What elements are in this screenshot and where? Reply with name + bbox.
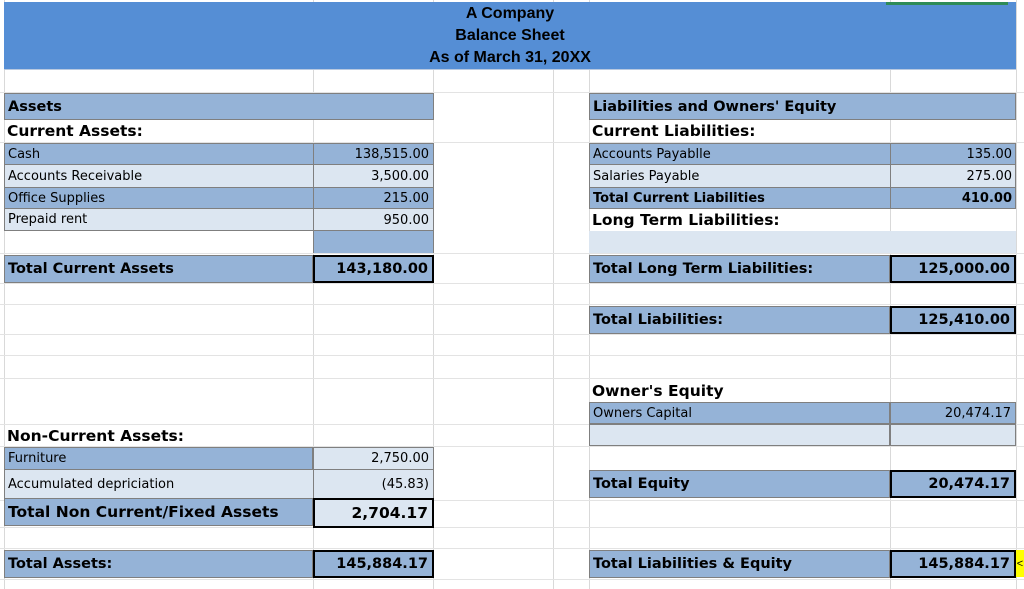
grid-row-line — [0, 334, 1024, 335]
asset-row-label: Accounts Receivable — [8, 168, 143, 184]
grid-row-line — [0, 579, 1024, 580]
total-liabilities-label: Total Liabilities: — [593, 312, 724, 328]
total-liabilities-row[interactable] — [589, 306, 890, 334]
asset-row-label: Furniture — [8, 451, 67, 466]
empty-cell[interactable] — [313, 231, 434, 253]
liability-row-label: Accounts Payablle — [593, 146, 711, 162]
total-current-assets-value[interactable]: 143,180.00 — [313, 255, 434, 283]
liabilities-section-header[interactable] — [589, 93, 1016, 120]
asset-row-value[interactable]: 3,500.00 — [371, 168, 429, 184]
total-liabilities-equity-label: Total Liabilities & Equity — [593, 556, 793, 572]
grid-row-line — [0, 304, 1024, 305]
total-noncurrent-assets-label: Total Non Current/Fixed Assets — [8, 503, 279, 521]
total-long-term-liabilities-row[interactable] — [589, 255, 890, 283]
liability-row-value[interactable]: 135.00 — [966, 146, 1012, 162]
asset-row-label: Prepaid rent — [8, 212, 88, 227]
empty-cell[interactable] — [589, 231, 1016, 253]
total-current-liabilities-label: Total Current Liabilities — [593, 190, 765, 206]
asset-row[interactable] — [4, 447, 313, 470]
total-assets-label: Total Assets: — [8, 556, 113, 572]
assets-section-header[interactable] — [4, 93, 434, 120]
long-term-liabilities-label[interactable]: Long Term Liabilities: — [592, 211, 780, 229]
column-divider — [313, 143, 314, 231]
grid-row-line — [0, 253, 1024, 254]
asset-row-value[interactable]: 138,515.00 — [354, 146, 429, 162]
comment-marker[interactable]: < — [1016, 550, 1024, 577]
asset-row-value[interactable]: 215.00 — [383, 190, 429, 206]
empty-cell[interactable] — [589, 424, 890, 446]
liability-row-label: Salaries Payable — [593, 168, 700, 184]
asset-row-label: Accumulated depriciation — [8, 476, 175, 492]
grid-row-line — [0, 378, 1024, 379]
asset-row-value[interactable]: 2,750.00 — [313, 447, 434, 470]
grid-row-line — [0, 283, 1024, 284]
assets-section-label: Assets — [8, 98, 62, 115]
noncurrent-assets-label[interactable]: Non-Current Assets: — [7, 427, 184, 445]
total-noncurrent-assets-value[interactable]: 2,704.17 — [313, 498, 434, 528]
equity-row[interactable] — [589, 402, 890, 424]
grid-row-line — [0, 548, 1024, 549]
total-liabilities-value[interactable]: 125,410.00 — [890, 306, 1016, 334]
asset-row[interactable] — [4, 470, 313, 498]
asset-row-value[interactable]: 950.00 — [383, 212, 429, 228]
total-long-term-liabilities-label: Total Long Term Liabilities: — [593, 261, 814, 277]
asset-row-label: Cash — [8, 146, 41, 162]
current-assets-label[interactable]: Current Assets: — [7, 122, 143, 140]
sheet-header[interactable] — [4, 2, 1016, 70]
total-current-liabilities-value[interactable]: 410.00 — [961, 190, 1012, 206]
total-noncurrent-assets-row[interactable] — [4, 498, 313, 526]
column-divider — [890, 143, 891, 209]
report-date: As of March 31, 20XX — [429, 48, 591, 66]
owners-equity-label[interactable]: Owner's Equity — [592, 382, 724, 400]
grid-row-line — [0, 527, 1024, 528]
header-accent-bar — [886, 2, 1008, 5]
total-liabilities-equity-value[interactable]: 145,884.17 — [890, 550, 1016, 578]
empty-cell[interactable] — [890, 424, 1016, 446]
total-equity-row[interactable] — [589, 470, 890, 498]
company-name: A Company — [465, 4, 555, 22]
current-liabilities-label[interactable]: Current Liabilities: — [592, 122, 756, 140]
liabilities-section-label: Liabilities and Owners' Equity — [593, 98, 837, 115]
equity-row-value[interactable]: 20,474.17 — [890, 402, 1016, 424]
total-long-term-liabilities-value[interactable]: 125,000.00 — [890, 255, 1016, 283]
total-current-assets-row[interactable] — [4, 255, 313, 283]
report-title: Balance Sheet — [455, 26, 565, 44]
total-equity-value[interactable]: 20,474.17 — [890, 470, 1016, 498]
total-liabilities-equity-row[interactable] — [589, 550, 890, 578]
equity-row-label: Owners Capital — [593, 405, 692, 421]
total-current-assets-label: Total Current Assets — [8, 261, 174, 277]
liability-row-value[interactable]: 275.00 — [966, 168, 1012, 184]
asset-row-label: Office Supplies — [8, 190, 106, 206]
grid-row-line — [0, 355, 1024, 356]
total-assets-row[interactable] — [4, 550, 313, 578]
total-assets-value[interactable]: 145,884.17 — [313, 550, 434, 578]
asset-row-value[interactable]: (45.83) — [313, 470, 434, 498]
total-equity-label: Total Equity — [593, 476, 690, 492]
